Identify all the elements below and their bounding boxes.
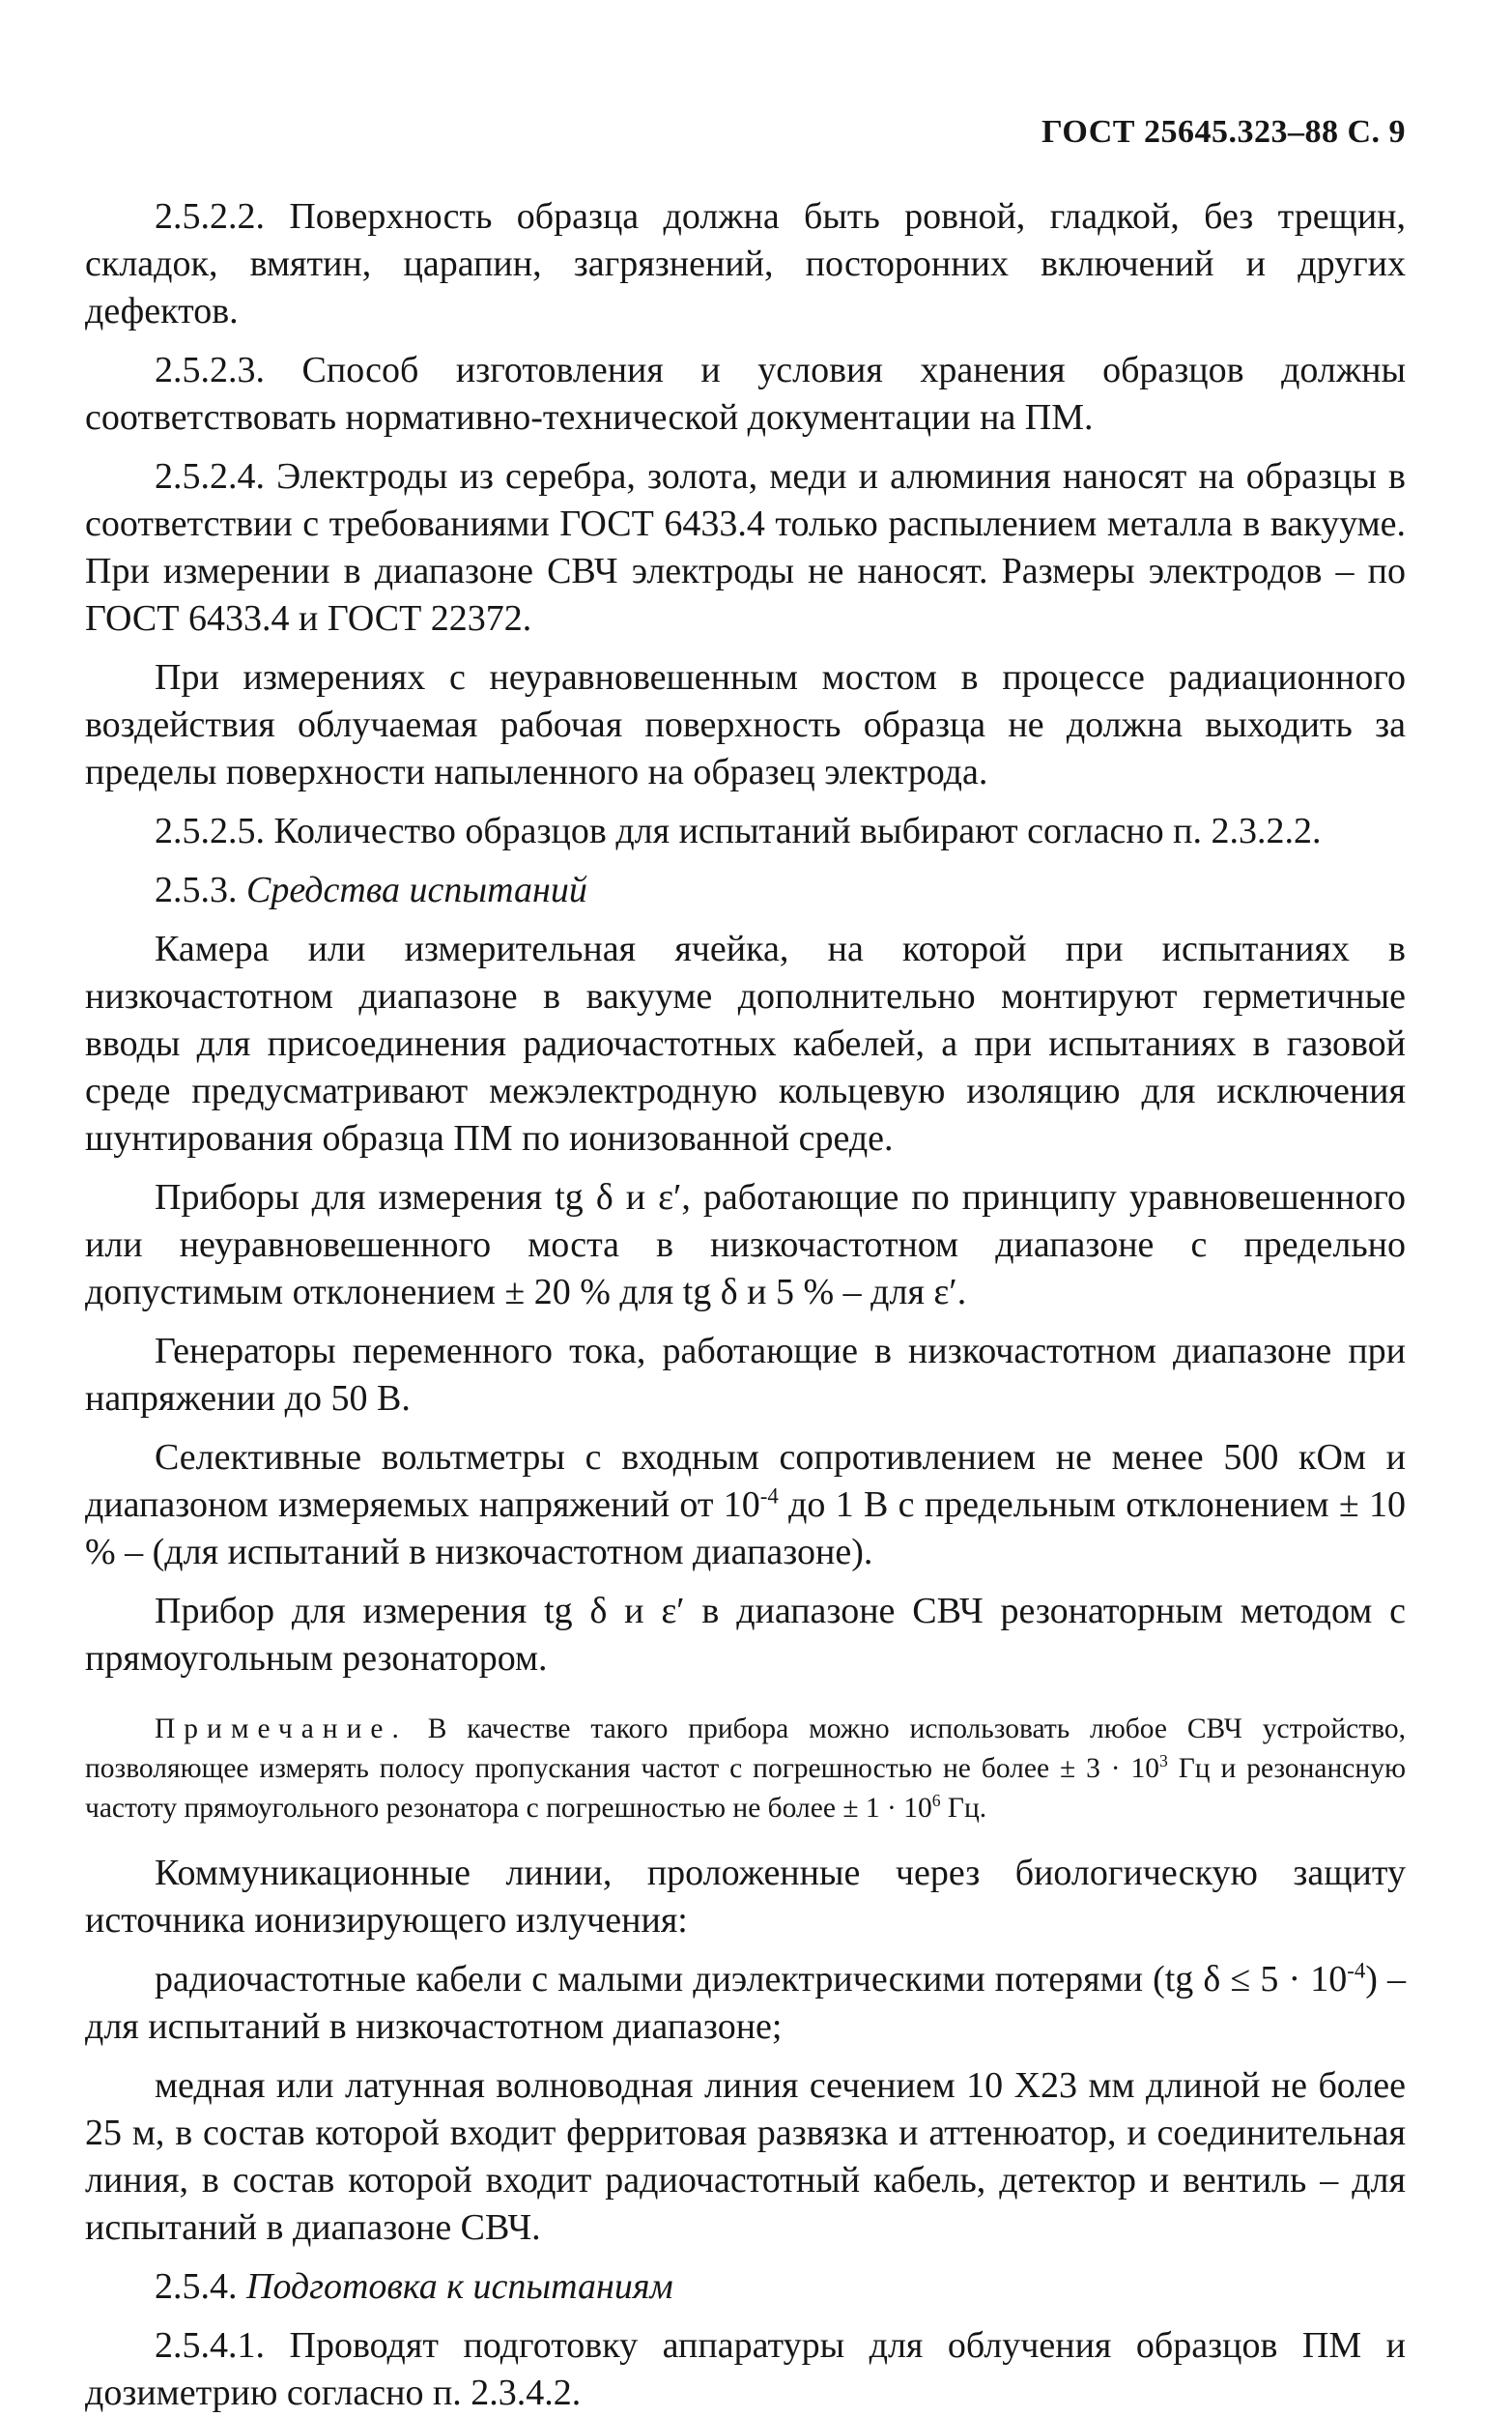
paragraph-uhf-device: Прибор для измерения tg δ и ε′ в диапазоне СВЧ резонаторным методом с прямоугольным резонатором. xyxy=(85,1591,1406,1679)
section-title: Средства испытаний xyxy=(246,870,587,910)
paragraph-2-5-2-3: 2.5.2.3. Способ изготовления и условия хранения образцов должны соответствовать нормативно-технической документации на ПМ. xyxy=(85,350,1406,438)
paragraph-generators: Генераторы переменного тока, работающие в низкочастотном диапазоне при напряжении до 50 В. xyxy=(85,1331,1406,1419)
paragraph-2-5-4-1: 2.5.4.1. Проводят подготовку аппаратуры для облучения образцов ПМ и дозиметрию согласно п. 2.3.4.2. xyxy=(85,2325,1406,2413)
paragraph-voltmeters: Селективные вольтметры с входным сопротивлением не менее 500 кОм и диапазоном измеряемых напряжений от $10^{-4}$ до 1 В с предельным отклонением ± 10 % – (для испытаний в низкочастотном диапазоне). xyxy=(85,1437,1407,1572)
paragraph-instruments: Приборы для измерения tg δ и ε′, работающие по принципу уравновешенного или неуравновешенного моста в низкочастотном диапазоне с предельно допустимым отклонением ± 20 % для tg δ и 5 % – для ε′. xyxy=(85,1177,1406,1312)
paragraph-unbalanced-bridge: При измерениях с неуравновешенным мостом в процессе радиационного воздействия облучаемая рабочая поверхность образца не должна выходить за пределы поверхности напыленного на образец электрода. xyxy=(85,657,1406,792)
paragraph-rf-cables: радиочастотные кабели с малыми диэлектрическими потерями (tg $\delta \le 5 \cdot 10^{-4}$) – для испытаний в низкочастотном диапазоне; xyxy=(85,1958,1407,2047)
paragraph-2-5-2-5: 2.5.2.5. Количество образцов для испытаний выбирают согласно п. 2.3.2.2. xyxy=(155,811,1322,851)
section-heading-2-5-3 xyxy=(85,867,1406,914)
note-label: Примечание. xyxy=(155,1713,408,1744)
paragraph-communication-lines: Коммуникационные линии, проложенные через биологическую защиту источника ионизирующего излучения: xyxy=(85,1853,1406,1941)
section-number: 2.5.4. xyxy=(155,2266,238,2307)
page-header: ГОСТ 25645.323–88 С. 9 xyxy=(1041,114,1406,150)
document-body xyxy=(85,193,1406,2417)
section-heading-2-5-4 xyxy=(85,2263,1406,2311)
section-title: Подготовка к испытаниям xyxy=(246,2266,673,2307)
paragraph-chamber: Камера или измерительная ячейка, на которой при испытаниях в низкочастотном диапазоне в вакууме дополнительно монтируют герметичные вводы для присоединения радиочастотных кабелей, а при испытаниях в газовой среде предусматривают межэлектродную кольцевую изоляцию для исключения шунтирования образца ПМ по ионизованной среде. xyxy=(85,929,1406,1159)
paragraph-2-5-2-2: 2.5.2.2. Поверхность образца должна быть ровной, гладкой, без трещин, складок, вмятин, царапин, загрязнений, посторонних включений и других дефектов. xyxy=(85,196,1406,331)
paragraph-waveguide: медная или латунная волноводная линия сечением 10 Х23 мм длиной не более 25 м, в состав которой входит ферритовая развязка и аттенюатор, и соединительная линия, в состав которой входит радиочастотный кабель, детектор и вентиль – для испытаний в диапазоне СВЧ. xyxy=(85,2065,1406,2248)
paragraph-2-5-2-4: 2.5.2.4. Электроды из серебра, золота, меди и алюминия наносят на образцы в соответствии с требованиями ГОСТ 6433.4 только распылением металла в вакууме. При измерении в диапазоне СВЧ электроды не наносят. Размеры электродов – по ГОСТ 6433.4 и ГОСТ 22372. xyxy=(85,456,1406,639)
section-number: 2.5.3. xyxy=(155,870,238,910)
note: Примечание. В качестве такого прибора можно использовать любое СВЧ устройство, позволяющее измерять полосу пропускания частот с погрешностью не более ± $3 \cdot 10^3$ Гц и резонансную частоту прямоугольного резонатора с погрешностью не более ± $1 \cdot 10^6$ Гц. xyxy=(85,1713,1406,1824)
